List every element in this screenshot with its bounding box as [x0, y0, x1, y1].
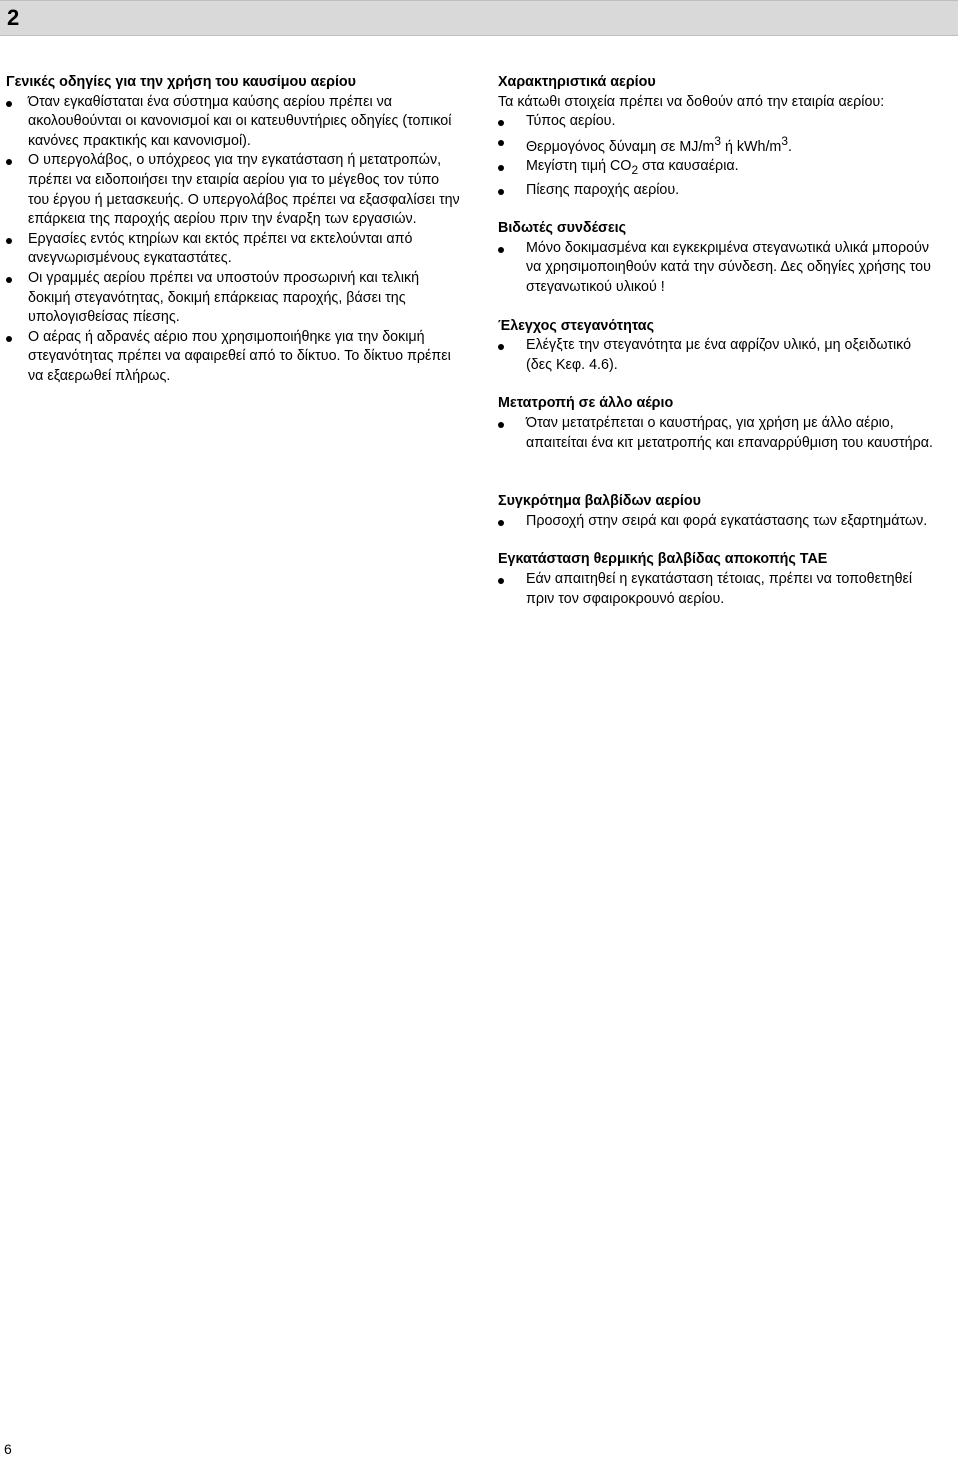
bullet-icon — [498, 189, 504, 195]
bullet-icon — [498, 578, 504, 584]
section-gas-valves — [498, 492, 938, 531]
list-item: Οι γραμμές αερίου πρέπει να υποστούν προσωρινή και τελική δοκιμή στεγανότητας, δοκιμή επάρκειας παροχής, βάσει της υπολογισθείσας πίεσης. — [6, 269, 461, 328]
bullet-icon — [6, 238, 12, 244]
section-title-threads: Βιδωτές συνδέσεις — [498, 220, 627, 237]
bullet-icon — [6, 159, 12, 165]
list-item: Ο υπεργολάβος, ο υπόχρεος για την εγκατάσταση ή μετατροπών, πρέπει να ειδοποιήσει την εταιρία αερίου για το μέγεθος τον τύπο του έργου ή μετασκευής. Ο υπεργολάβος πρέπει να εξασφαλίσει την επάρκεια της παροχής αερίου πριν την έναρξη των εργασιών. — [6, 151, 461, 229]
section-gas-characteristics — [498, 73, 938, 200]
section-threaded-connections — [498, 219, 938, 297]
section-title-tae: Εγκατάσταση θερμικής βαλβίδας αποκοπής TAE — [498, 551, 828, 568]
bullet-icon — [498, 422, 504, 428]
list-item: Εργασίες εντός κτηρίων και εκτός πρέπει να εκτελούνται από ανεγνωρισμένους εγκαταστάτες. — [6, 230, 461, 269]
list-item: Ελέγξτε την στεγανότητα με ένα αφρίζον υλικό, μη οξειδωτικό (δες Κεφ. 4.6). — [498, 336, 938, 375]
list-item: Τύπος αερίου. — [498, 112, 938, 132]
list-item: Όταν εγκαθίσταται ένα σύστημα καύσης αερίου πρέπει να ακολουθούνται οι κανονισμοί και οι κατευθυντήριες οδηγίες (τοπικοί κανόνες πρακτικής και κανονισμοί). — [6, 93, 461, 152]
section-leak-test — [498, 317, 938, 376]
list-item: Μεγίστη τιμή $CO_2$ στα καυσαέρια. — [498, 157, 938, 180]
list-item: Μόνο δοκιμασμένα και εγκεκριμένα στεγανωτικά υλικά μπορούν να χρησιμοποιηθούν κατά την σύνδεση. Δες οδηγίες χρήσης του στεγανωτικού υλικού ! — [498, 239, 938, 298]
section-tae-valve — [498, 550, 938, 609]
section-title-convert: Μετατροπή σε άλλο αέριο — [498, 395, 674, 412]
bullet-icon — [6, 277, 12, 283]
left-column — [6, 73, 461, 387]
bullet-icon — [6, 336, 12, 342]
list-item: Όταν μετατρέπεται ο καυστήρας, για χρήση με άλλο αέριο, απαιτείται ένα κιτ μετατροπής και επαναρρύθμιση του καυστήρα. — [498, 414, 938, 453]
chapter-header — [0, 0, 958, 36]
list-item: Προσοχή στην σειρά και φορά εγκατάστασης των εξαρτημάτων. — [498, 512, 938, 532]
section-title-general: Γενικές οδηγίες για την χρήση του καυσίμου αερίου — [6, 74, 356, 90]
list-item: Πίεσης παροχής αερίου. — [498, 181, 938, 201]
list-item: Εάν απαιτηθεί η εγκατάσταση τέτοιας, πρέπει να τοποθετηθεί πριν τον σφαιροκρουνό αερίου. — [498, 570, 938, 609]
chapter-number: 2 — [7, 5, 20, 30]
list-item: Ο αέρας ή αδρανές αέριο που χρησιμοποιήθηκε για την δοκιμή στεγανότητας πρέπει να αφαιρεθεί από το δίκτυο. Το δίκτυο πρέπει να εξαερωθεί πλήρως. — [6, 328, 461, 387]
section-intro: Τα κάτωθι στοιχεία πρέπει να δοθούν από την εταιρία αερίου: — [498, 93, 885, 110]
list-item: Θερμογόνος δύναμη σε $MJ/m^3$ ή kWh/$m^3$. — [498, 132, 938, 157]
bullet-icon — [498, 120, 504, 126]
bullet-icon — [498, 247, 504, 253]
bullet-icon — [498, 520, 504, 526]
section-title-gas: Χαρακτηριστικά αερίου — [498, 74, 656, 90]
section-title-valves: Συγκρότημα βαλβίδων αερίου — [498, 493, 701, 510]
bullet-icon — [498, 344, 504, 350]
section-gas-conversion — [498, 394, 938, 453]
page-number: 6 — [4, 1441, 12, 1457]
bullet-icon — [498, 165, 504, 171]
bullet-icon — [498, 140, 504, 146]
general-list — [6, 93, 461, 387]
bullet-icon — [6, 101, 12, 107]
right-column — [498, 73, 938, 628]
section-title-leak: Έλεγχος στεγανότητας — [498, 317, 655, 334]
